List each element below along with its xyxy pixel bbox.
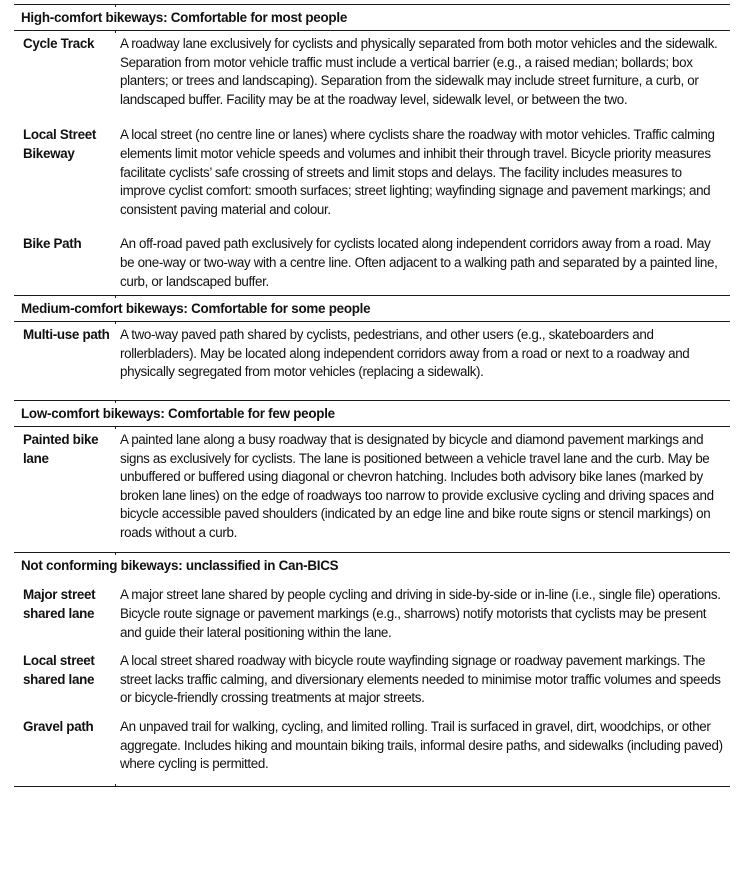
term-painted-bike-lane: Painted bike lane [23,431,99,466]
section-header-high-comfort [14,4,730,30]
term-multi-use-path: Multi-use path [23,327,110,343]
term-cycle-track: Cycle Track [23,36,95,51]
description-bike-path: An off-road paved path exclusively for cyclists located along independent corridors away from a road. May be one-way or two-way with a centre line. Often adjacent to a walking path and separated by a painted line, curb, or landscaped buffer. [120,236,718,289]
section-header-label: Not conforming bikeways: unclassified in Can-BICS [21,558,339,574]
section-body-not-conforming [14,578,730,785]
term-local-street-shared-lane: Local street shared lane [23,653,95,687]
table-row-multi-use-path [14,326,730,382]
section-body-medium-comfort [14,321,730,400]
bikeway-classification-table [14,4,730,787]
column-divider-tick [115,552,116,555]
term-gravel-path: Gravel path [23,719,94,735]
description-multi-use-path: A two-way paved path shared by cyclists, pedestrians, and other users (e.g., skateboarders and rollerbladers). May be located along independent corridors away from a road or next to a roadway and physically segregated from motor vehicles (replacing a sidewalk). [120,327,690,380]
section-header-label: High-comfort bikeways: Comfortable for most people [21,10,348,25]
description-cycle-track: A roadway lane exclusively for cyclists and physically separated from both motor vehicles and the sidewalk. Separation from motor vehicle traffic must include a vertical barrier (e.g., a raised median; bollards; box planters; or trees and landscaping). Separation from the sidewalk may include street furniture, a curb, or landscaped buffer. Facility may be at the roadway level, sidewalk level, or between the two. [120,36,718,107]
section-body-low-comfort [14,426,730,553]
table-row-major-street-shared-lane [14,586,730,642]
term-local-street-bikeway: Local Street Bikeway [23,127,97,161]
column-divider-tick [115,426,116,429]
table-bottom-rule [14,786,730,787]
section-header-medium-comfort [14,295,730,321]
description-local-street-bikeway: A local street (no centre line or lanes) where cyclists share the roadway with motor vehicles. Traffic calming elements limit motor vehicle speeds and volumes and inhibit their through travel. Bicycle priority measures facilitate cyclists’ safe crossing of streets and limit stops and delays. The facility includes measures to improve cyclist comfort: smooth surfaces; street lighting; wayfinding signage and pavement markings; and consistent paving material and colour. [120,127,715,217]
table-row-painted-bike-lane [14,431,730,543]
table-row-local-street-bikeway [14,126,730,219]
column-divider-tick [115,30,116,33]
table-row-local-street-shared-lane [14,652,730,708]
column-divider-tick [115,295,116,298]
column-divider-tick [115,321,116,324]
table-row-cycle-track [14,35,730,109]
section-header-not-conforming [14,552,730,578]
column-divider-tick [115,400,116,403]
term-bike-path: Bike Path [23,236,82,252]
description-local-street-shared-lane: A local street shared roadway with bicycle route wayfinding signage or roadway pavement markings. The street lacks traffic calming, and diversionary elements needed to minimise motor traffic volumes and speeds or bicycle-friendly crossing treatments at major streets. [120,653,721,706]
section-header-label: Medium-comfort bikeways: Comfortable for some people [21,301,371,317]
column-divider-tick [115,4,116,7]
section-header-label: Low-comfort bikeways: Comfortable for few people [21,405,335,421]
table-row-gravel-path [14,718,730,774]
description-painted-bike-lane: A painted lane along a busy roadway that is designated by bicycle and diamond pavement markings and signs as exclusively for cyclists. The lane is positioned between a vehicle travel lane and the curb. May be unbuffered or buffered using diagonal or chevron hatching. Includes both advisory bike lanes (marked by broken lane lines) on the edge of roadways too narrow to provide exclusive cycling and driving spaces and bicycle accessible paved shoulders (indicated by an edge line and bike route signs or stencil markings) on roads without a curb. [120,431,714,540]
description-major-street-shared-lane: A major street lane shared by people cycling and driving in side-by-side or in-line (i.e., single file) operations. Bicycle route signage or pavement markings (e.g., sharrows) notify motorists that cyclists may be present and guide their lateral positioning within the lane. [120,587,721,640]
section-body-high-comfort [14,30,730,295]
table-row-bike-path [14,235,730,291]
section-header-low-comfort [14,400,730,426]
term-major-street-shared-lane: Major street shared lane [23,587,96,622]
column-divider-tick [115,784,116,787]
description-gravel-path: An unpaved trail for walking, cycling, and limited rolling. Trail is surfaced in gravel, dirt, woodchips, or other aggregate. Includes hiking and mountain biking trails, informal desire paths, and sidewalks (including paved) where cycling is permitted. [120,719,723,772]
